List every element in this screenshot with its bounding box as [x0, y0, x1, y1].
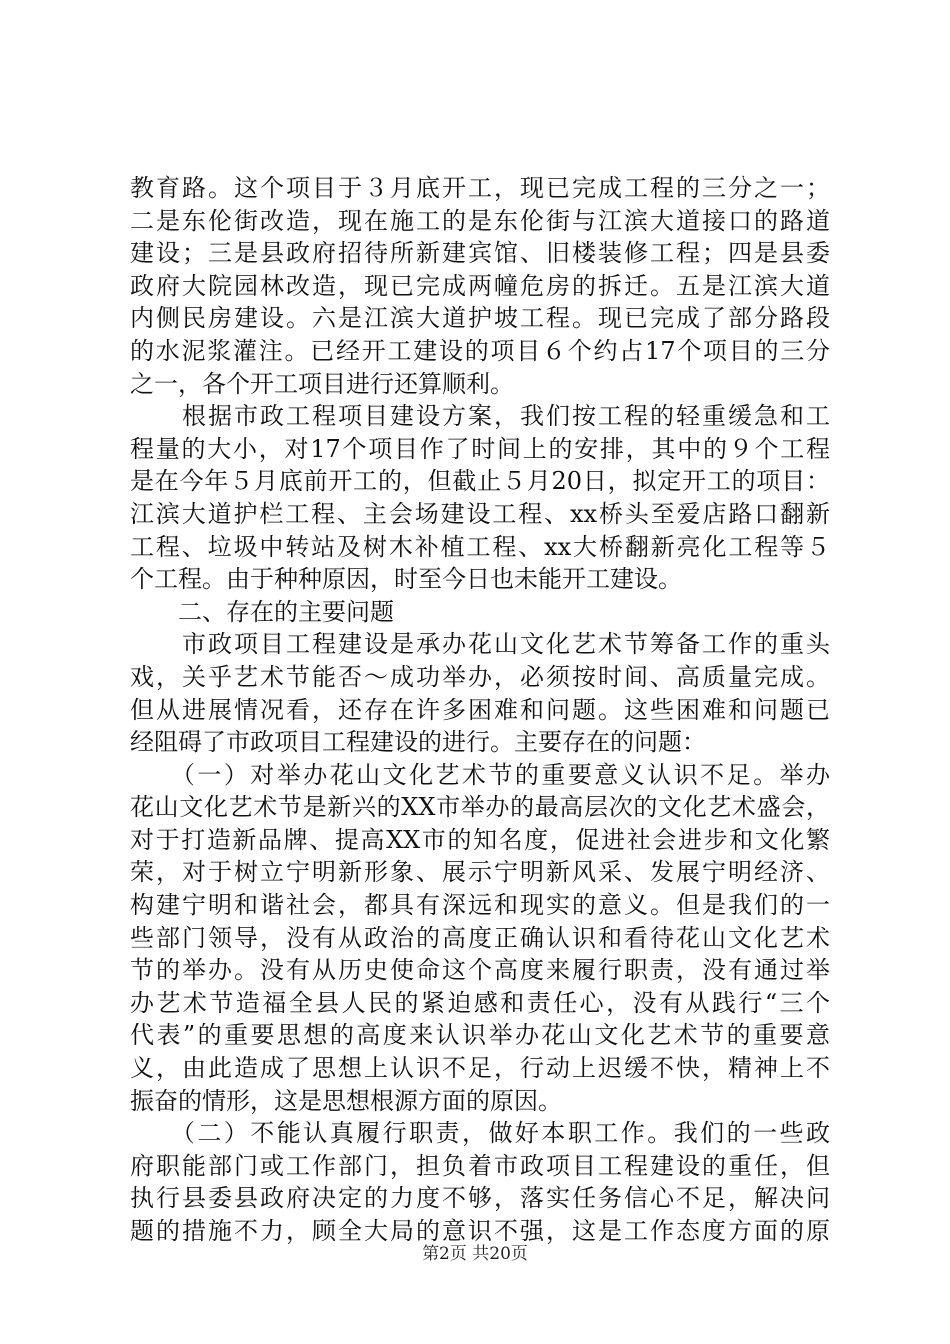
text-line: 江滨大道护栏工程、主会场建设工程、xx桥头至爱店路口翻新	[130, 499, 830, 528]
text-line: 市政项目工程建设是承办花山文化艺术节筹备工作的重头	[130, 630, 830, 659]
text-line: 的水泥浆灌注。已经开工建设的项目６个约占17个项目的三分	[130, 336, 830, 365]
document-body	[130, 172, 830, 1248]
text-line: 程量的大小，对17个项目作了时间上的安排，其中的９个工程	[130, 434, 830, 463]
text-line: （一）对举办花山文化艺术节的重要意义认识不足。举办	[130, 760, 830, 789]
text-line: 戏，关乎艺术节能否～成功举办，必须按时间、高质量完成。	[130, 662, 830, 691]
text-line: 建设；三是县政府招待所新建宾馆、旧楼装修工程；四是县委	[130, 239, 830, 268]
text-line: 教育路。这个项目于３月底开工，现已完成工程的三分之一；	[130, 174, 830, 202]
text-line: 是在今年５月底前开工的，但截止５月20日，拟定开工的项目：	[130, 467, 830, 496]
text-line: 但从进展情况看，还存在许多困难和问题。这些困难和问题已	[130, 695, 830, 724]
text-line: 花山文化艺术节是新兴的XX市举办的最高层次的文化艺术盛会，	[130, 793, 830, 822]
text-line: 经阻碍了市政项目工程建设的进行。主要存在的问题：	[130, 728, 706, 757]
text-line: 之一，各个开工项目进行还算顺利。	[130, 369, 514, 398]
text-line: 代表”的重要思想的高度来认识举办花山文化艺术节的重要意	[130, 1021, 830, 1050]
text-line: 振奋的情形，这是思想根源方面的原因。	[130, 1086, 562, 1115]
text-line: 构建宁明和谐社会，都具有深远和现实的意义。但是我们的一	[130, 891, 830, 920]
text-line: 办艺术节造福全县人民的紧迫感和责任心，没有从践行“三个	[130, 988, 830, 1017]
text-line: 工程、垃圾中转站及树木补植工程、xx大桥翻新亮化工程等５	[130, 532, 830, 561]
text-line: 二、存在的主要问题	[130, 597, 394, 626]
text-line: 对于打造新品牌、提高XX市的知名度，促进社会进步和文化繁	[130, 825, 830, 854]
page-footer: 第2页 共20页	[422, 1244, 528, 1264]
text-line: 些部门领导，没有从政治的高度正确认识和看待花山文化艺术	[130, 923, 830, 952]
text-line: 政府大院园林改造，现已完成两幢危房的拆迁。五是江滨大道	[130, 271, 830, 300]
text-line: 府职能部门或工作部门，担负着市政项目工程建设的重任，但	[130, 1151, 830, 1180]
text-line: 个工程。由于种种原因，时至今日也未能开工建设。	[130, 565, 682, 594]
text-line: 题的措施不力，顾全大局的意识不强，这是工作态度方面的原	[130, 1217, 830, 1245]
text-line: 二是东伦街改造，现在施工的是东伦街与江滨大道接口的路道	[130, 206, 830, 235]
text-line: 执行县委县政府决定的力度不够，落实任务信心不足，解决问	[130, 1184, 830, 1213]
text-line: 根据市政工程项目建设方案，我们按工程的轻重缓急和工	[130, 402, 830, 431]
text-line: （二）不能认真履行职责，做好本职工作。我们的一些政	[130, 1119, 830, 1148]
text-line: 节的举办。没有从历史使命这个高度来履行职责，没有通过举	[130, 956, 830, 985]
text-line: 内侧民房建设。六是江滨大道护坡工程。现已完成了部分路段	[130, 304, 830, 333]
text-line: 义，由此造成了思想上认识不足，行动上迟缓不快，精神上不	[130, 1054, 830, 1083]
text-line: 荣，对于树立宁明新形象、展示宁明新风采、发展宁明经济、	[130, 858, 830, 887]
